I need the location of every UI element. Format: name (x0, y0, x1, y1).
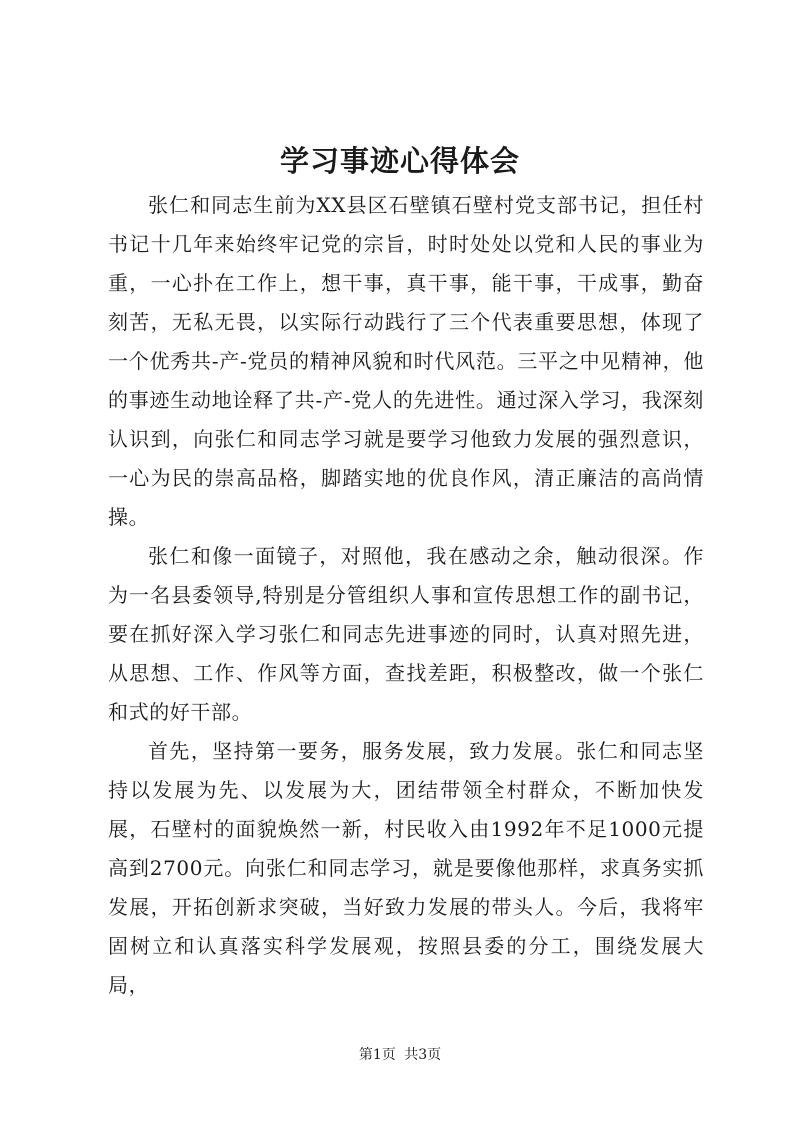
paragraph: 张仁和像一面镜子，对照他，我在感动之余，触动很深。作为一名县委领导,特别是分管组织人事和宣传思想工作的副书记，要在抓好深入学习张仁和同志先进事迹的同时，认真对照先进，从思想、工作、作风等方面，查找差距，积极整改，做一个张仁和式的好干部。 (108, 544, 704, 724)
paragraph: 首先，坚持第一要务，服务发展，致力发展。张仁和同志坚持以发展为先、以发展为大，团结带领全村群众，不断加快发展，石壁村的面貌焕然一新，村民收入由1992年不足1000元提高到2700元。向张仁和同志学习，就是要像他那样，求真务实抓发展，开拓创新求突破，当好致力发展的带头人。今后，我将牢固树立和认真落实科学发展观，按照县委的分工，围绕发展大局， (108, 739, 704, 997)
page-number: 第1页 (358, 1047, 396, 1063)
document-title: 学习事迹心得体会 (279, 144, 520, 178)
document-body (108, 186, 704, 1005)
page-footer (0, 1045, 800, 1065)
page-total: 共3页 (404, 1047, 442, 1063)
paragraph: 张仁和同志生前为XX县区石壁镇石壁村党支部书记，担任村书记十几年来始终牢记党的宗旨，时时处处以党和人民的事业为重，一心扑在工作上，想干事，真干事，能干事，干成事，勤奋刻苦，无私无畏，以实际行动践行了三个代表重要思想，体现了一个优秀共-产-党员的精神风貌和时代风范。三平之中见精神，他的事迹生动地诠释了共-产-党人的先进性。通过深入学习，我深刻认识到，向张仁和同志学习就是要学习他致力发展的强烈意识，一心为民的崇高品格，脚踏实地的优良作风，清正廉洁的高尚情操。 (108, 193, 704, 529)
